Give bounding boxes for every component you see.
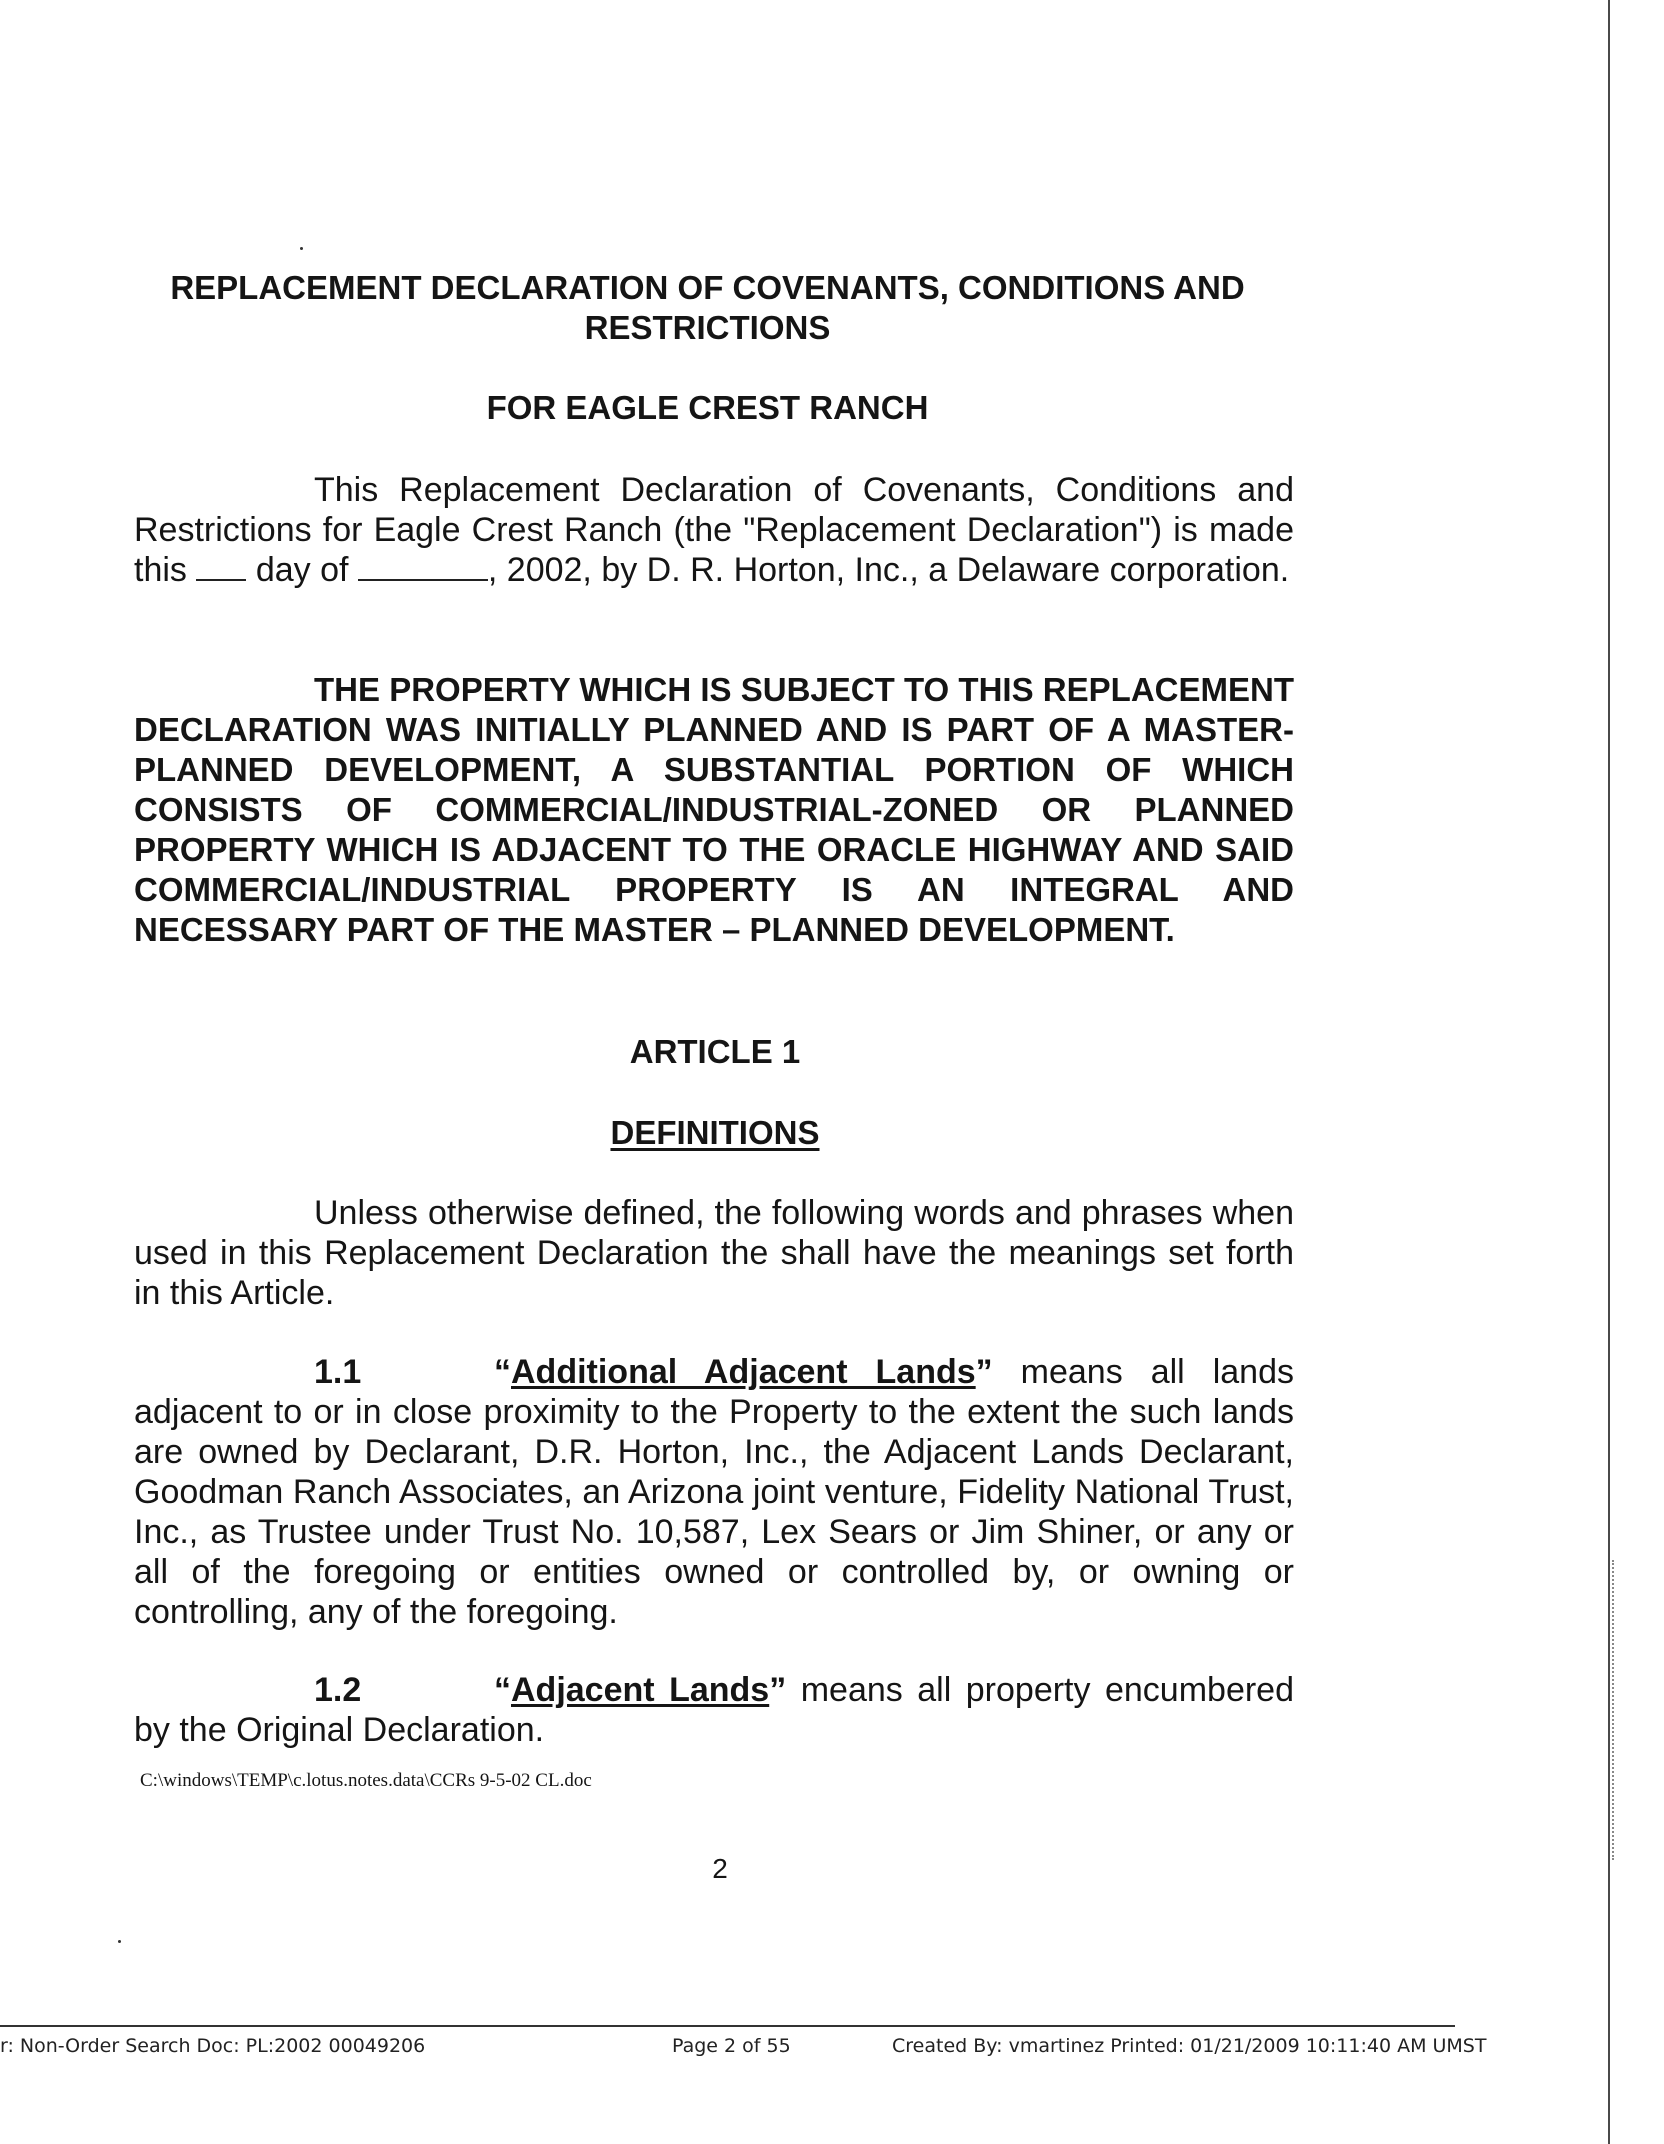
section-number: 1.2 [314,1671,362,1709]
file-path: C:\windows\TEMP\c.lotus.notes.data\CCRs 9-5-02 CL.doc [140,1770,592,1791]
footer-rule [0,2025,1455,2027]
intro-paragraph: This Replacement Declaration of Covenants, Conditions and Restrictions for Eagle Crest Ranch (the "Replacement Declaration") is made this day of , 2002, by D. R. Horton, Inc., a Delaware corporation. [134,471,1294,589]
document-title-line1: REPLACEMENT DECLARATION OF COVENANTS, CONDITIONS AND [170,269,1245,306]
notice-paragraph: THE PROPERTY WHICH IS SUBJECT TO THIS REPLACEMENT DECLARATION WAS INITIALLY PLANNED AND IS PART OF A MASTER-PLANNED DEVELOPMENT, A SUBSTANTIAL PORTION OF WHICH CONSISTS OF COMMERCIAL/INDUSTRIAL-ZONED OR PLANNED PROPERTY WHICH IS ADJACENT TO THE ORACLE HIGHWAY AND SAID COMMERCIAL/INDUSTRIAL PROPERTY IS AN INTEGRAL AND NECESSARY PART OF THE MASTER – PLANNED DEVELOPMENT. [134,671,1294,948]
footer-print-info: Created By: vmartinez Printed: 01/21/2009 10:11:40 AM UMST [892,2035,1487,2057]
scan-speck [300,247,303,250]
section-number: 1.1 [314,1353,362,1391]
scan-artifact [1612,1560,1615,1860]
definitions-intro: Unless otherwise defined, the following words and phrases when used in this Replacement Declaration the shall have the meanings set forth in this Article. [134,1194,1294,1312]
article-title: DEFINITIONS [610,1114,820,1151]
defined-term: Additional Adjacent Lands [511,1353,976,1391]
scan-page-edge [1608,0,1610,2144]
footer-search-info: r: Non-Order Search Doc: PL:2002 00049206 [0,2035,426,2057]
definition-section-1-2: 1.2 “Adjacent Lands” means all property encumbered by the Original Declaration. [134,1671,1294,1749]
scan-speck [118,1940,121,1943]
day-blank [196,553,246,581]
article-heading: ARTICLE 1 [629,1033,801,1070]
month-blank [358,553,488,581]
page-number: 2 [712,1853,728,1884]
defined-term: Adjacent Lands [511,1671,770,1709]
document-subtitle: FOR EAGLE CREST RANCH [486,389,929,426]
definition-section-1-1: 1.1 “Additional Adjacent Lands” means all lands adjacent to or in close proximity to the Property to the extent the such lands are owned by Declarant, D.R. Horton, Inc., the Adjacent Lands Declarant, Goodman Ranch Associates, an Arizona joint venture, Fidelity National Trust, Inc., as Trustee under Trust No. 10,587, Lex Sears or Jim Shiner, or any or all of the foregoing or entities owned or controlled by, or owning or controlling, any of the foregoing. [134,1353,1295,1631]
document-title-line2: RESTRICTIONS [584,309,831,346]
footer-page-count: Page 2 of 55 [672,2035,791,2057]
